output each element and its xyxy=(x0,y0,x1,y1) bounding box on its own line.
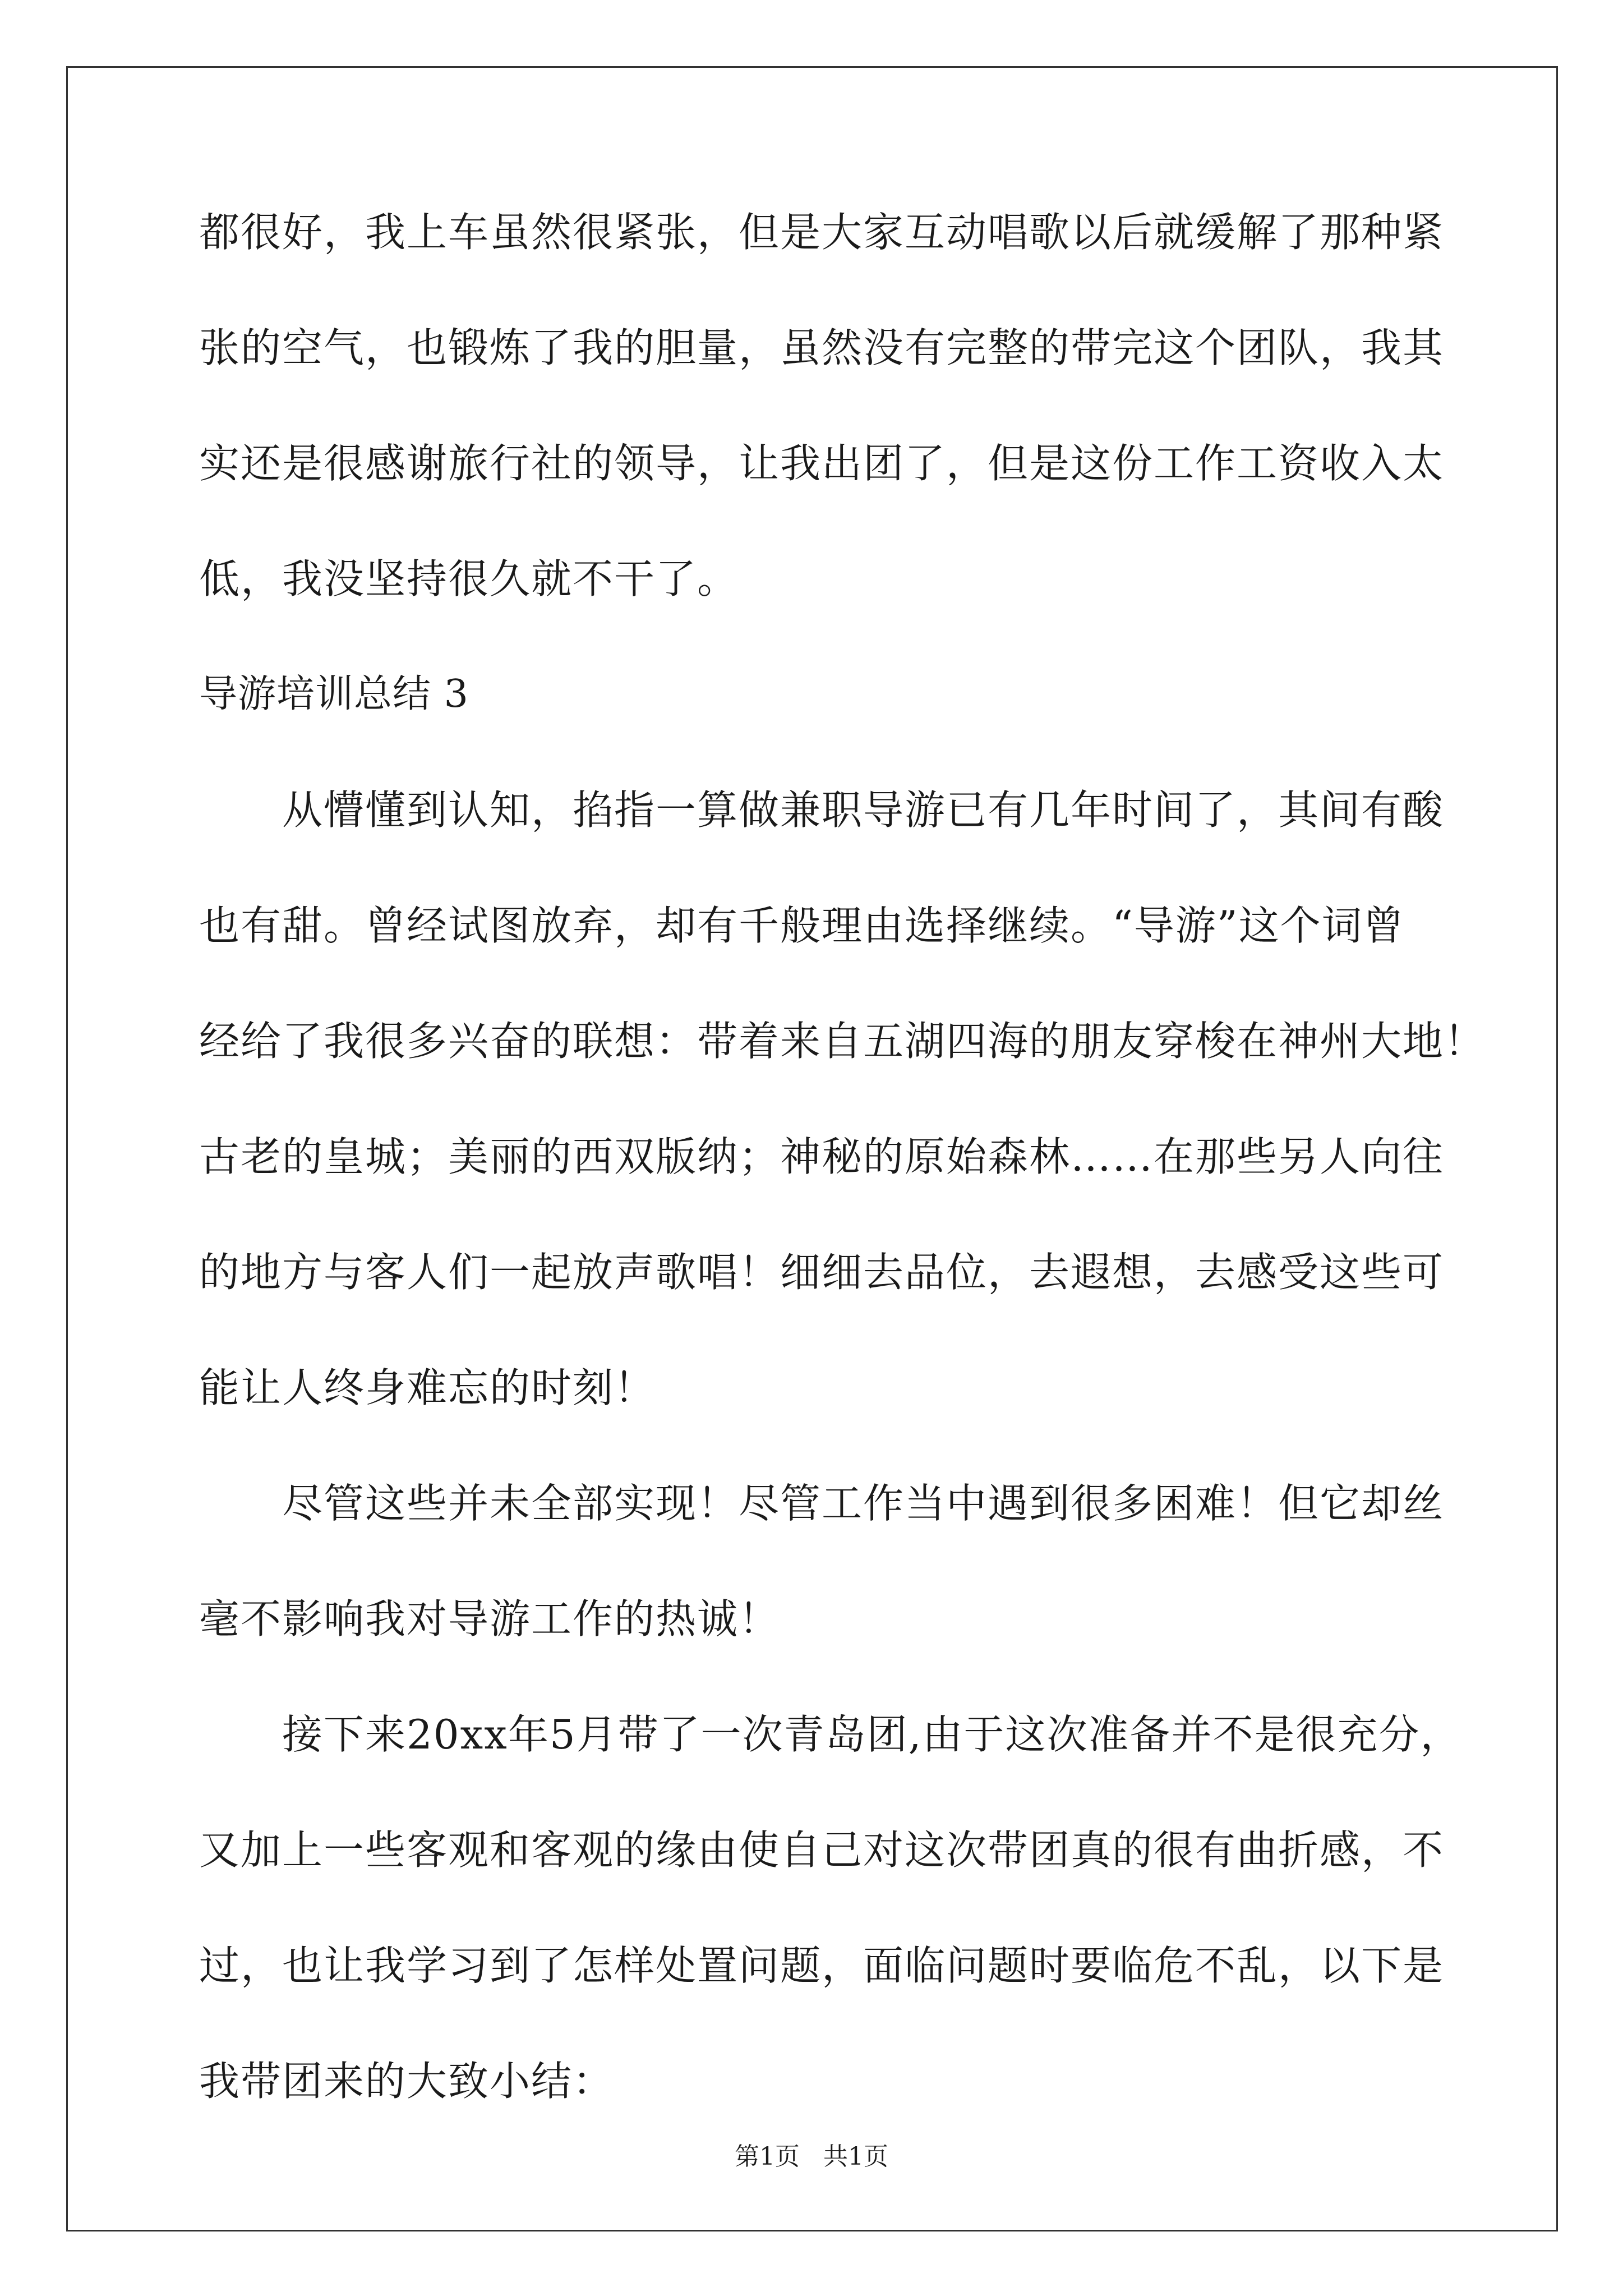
page-number-footer: 第1页 共1页 xyxy=(735,2142,888,2171)
section-heading: 导游培训总结 3 xyxy=(199,672,469,716)
paragraph-line: 张的空气，也锻炼了我的胆量，虽然没有完整的带完这个团队，我其 xyxy=(199,324,1445,371)
paragraph-line: 尽管这些并未全部实现！尽管工作当中遇到很多困难！但它却丝 xyxy=(282,1480,1445,1527)
paragraph-line: 实还是很感谢旅行社的领导，让我出团了，但是这份工作工资收入太 xyxy=(199,440,1445,487)
document-body xyxy=(199,209,1486,2105)
paragraph-line: 都很好，我上车虽然很紧张，但是大家互动唱歌以后就缓解了那种紧 xyxy=(199,209,1445,256)
paragraph-line: 也有甜。曾经试图放弃，却有千般理由选择继续。“导游”这个词曾 xyxy=(199,902,1405,949)
paragraph-line: 毫不影响我对导游工作的热诚！ xyxy=(199,1595,781,1642)
paragraph-line: 又加上一些客观和客观的缘由使自己对这次带团真的很有曲折感，不 xyxy=(199,1826,1445,1874)
paragraph-line: 能让人终身难忘的时刻！ xyxy=(199,1364,656,1411)
paragraph-line: 我带团来的大致小结： xyxy=(199,2058,615,2105)
paragraph-line: 低，我没坚持很久就不干了。 xyxy=(199,555,739,602)
paragraph-line: 过，也让我学习到了怎样处置问题，面临问题时要临危不乱，以下是 xyxy=(199,1942,1445,1989)
paragraph-line: 古老的皇城；美丽的西双版纳；神秘的原始森林……在那些另人向往 xyxy=(199,1133,1445,1180)
paragraph-line: 从懵懂到认知，掐指一算做兼职导游已有几年时间了，其间有酸 xyxy=(282,786,1445,834)
paragraph-line: 的地方与客人们一起放声歌唱！细细去品位，去遐想，去感受这些可 xyxy=(199,1249,1445,1296)
paragraph-line: 经给了我很多兴奋的联想：带着来自五湖四海的朋友穿梭在神州大地！ xyxy=(199,1018,1486,1065)
paragraph-line: 接下来20xx年5月带了一次青岛团,由于这次准备并不是很充分， xyxy=(282,1711,1462,1758)
